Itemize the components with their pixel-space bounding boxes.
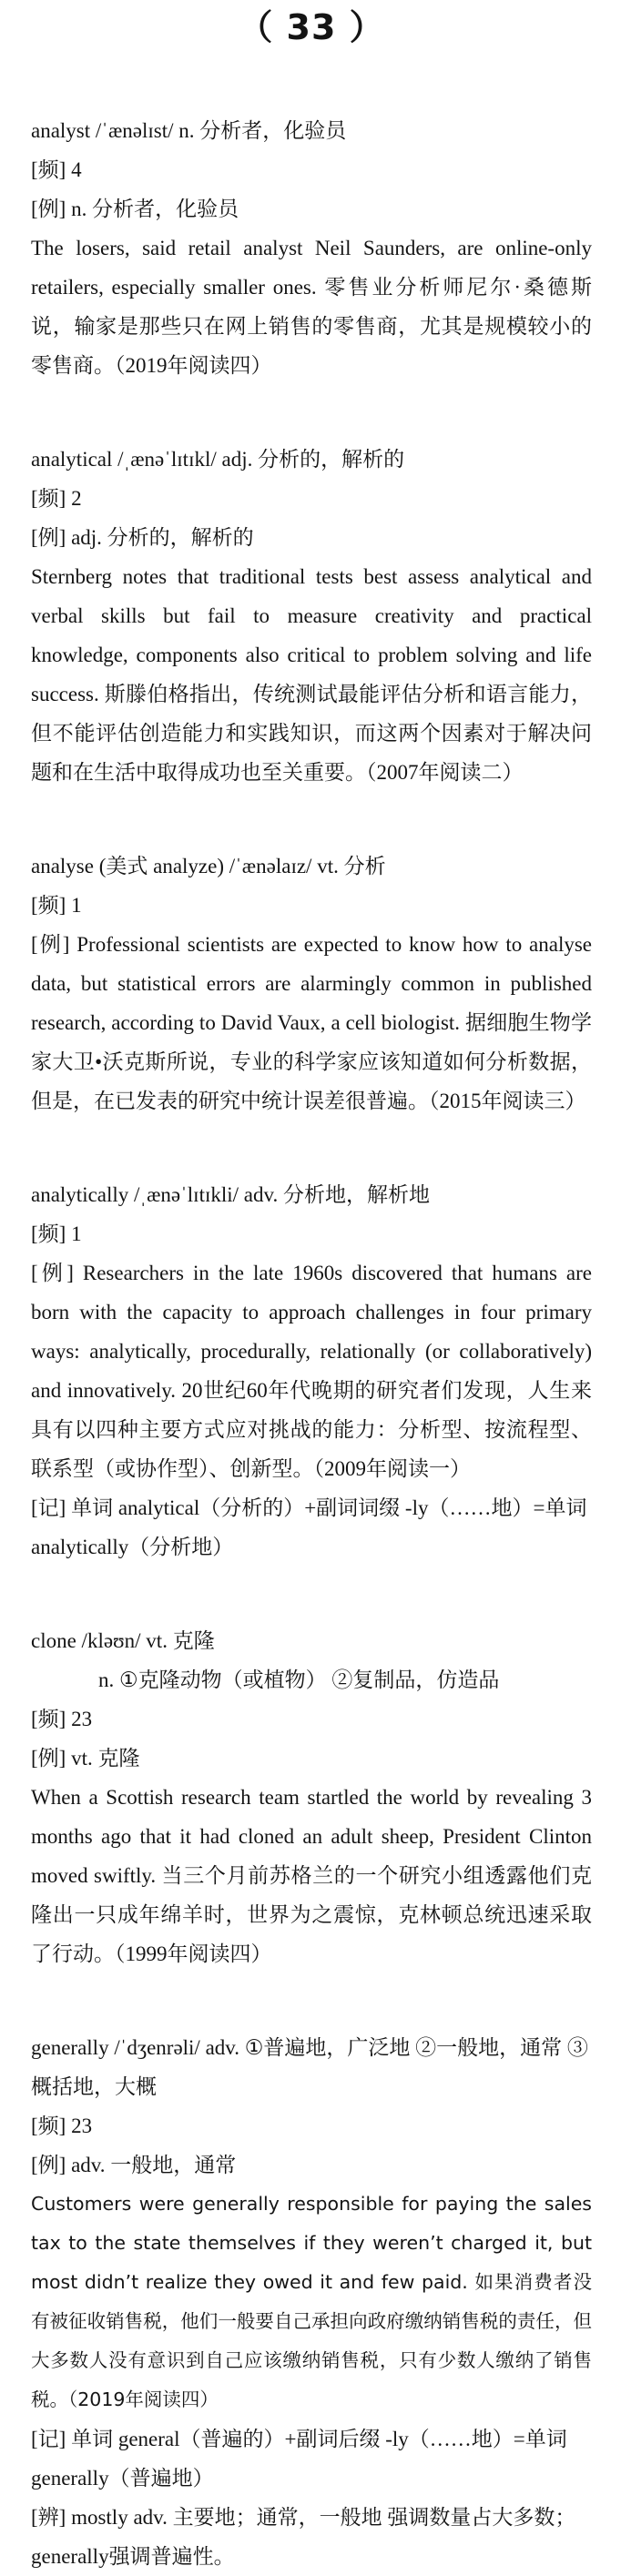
frequency: [频] 1 — [31, 894, 82, 917]
entry-clone — [31, 1621, 592, 1973]
frequency: [频] 1 — [31, 1222, 82, 1245]
frequency: [频] 2 — [31, 487, 82, 510]
sub-definition: n. ①克隆动物（或植物） ②复制品，仿造品 — [98, 1668, 500, 1691]
example-text: [例] Professional scientists are expected to know how to analyse data, but statistical errors are alarmingly common in published research, according to David Vaux, a cell biologist. 据细胞生物学家大卫•沃克斯所说，专业的科学家应该知道如何分析数据，但是，在已发表的研究中统计误差很普遍。（2015年阅读三） — [31, 933, 592, 1112]
example-label: [例] vt. 克隆 — [31, 1747, 140, 1770]
headword: analytical /ˌænəˈlɪtɪkl/ adj. 分析的，解析的 — [31, 448, 405, 471]
example-text: Customers were generally responsible for paying the sales tax to the state themselves if they weren’t charged it, but most didn’t realize they owed it and few paid. 如果消费者没有被征收销售税，他们一般要自己承担向政府缴纳销售税的责任，但大多数人没有意识到自己应该缴纳销售税，只有少数人缴纳了销售税。（2019年阅读四） — [31, 2193, 592, 2410]
entry-analyst — [31, 111, 592, 385]
headword: analytically /ˌænəˈlɪtɪkli/ adv. 分析地，解析地 — [31, 1183, 430, 1206]
memory-note: [记] 单词 analytical（分析的）+副词词缀 -ly（……地）=单词 analytically（分析地） — [31, 1496, 587, 1558]
example-label: [例] n. 分析者，化验员 — [31, 198, 239, 220]
frequency: [频] 23 — [31, 1708, 93, 1730]
page-number: （ 33 ） — [238, 7, 385, 47]
example-text: Sternberg notes that traditional tests best assess analytical and verbal skills but fail to measure creativity and practical knowledge, components also critical to problem solving and life success. 斯滕伯格指出，传统测试最能评估分析和语言能力，但不能评估创造能力和实践知识，而这两个因素对于解决问题和在生活中取得成功也至关重要。（2007年阅读二） — [31, 565, 592, 784]
headword: generally /ˈdʒenrəli/ adv. ①普遍地，广泛地 ②一般地，通常 ③概括地，大概 — [31, 2036, 588, 2098]
frequency: [频] 4 — [31, 158, 82, 181]
example-label: [例] adj. 分析的，解析的 — [31, 526, 254, 549]
memory-note: [记] 单词 general（普遍的）+副词后缀 -ly（……地）=单词 generally（普遍地） — [31, 2428, 567, 2490]
example-text: The losers, said retail analyst Neil Saunders, are online-only retailers, especially smaller ones. 零售业分析师尼尔·桑德斯说，输家是那些只在网上销售的零售商，尤其是规模较小的零售商。（2019年阅读四） — [31, 237, 592, 377]
entry-analyse — [31, 847, 592, 1121]
entry-analytical — [31, 440, 592, 792]
example-text: When a Scottish research team startled the world by revealing 3 months ago that it had cloned an adult sheep, President Clinton moved swiftly. 当三个月前苏格兰的一个研究小组透露他们克隆出一只成年绵羊时，世界为之震惊，克林顿总统迅速采取了行动。（1999年阅读四） — [31, 1786, 592, 1965]
distinguish-note: [辨] mostly adv. 主要地；通常，一般地 强调数量占大多数；generally强调普遍性。 — [31, 2506, 576, 2568]
headword: analyst /ˈænəlɪst/ n. 分析者，化验员 — [31, 119, 347, 142]
example-text: [例] Researchers in the late 1960s discovered that humans are born with the capacity to approach challenges in four primary ways: analytically, procedurally, relationally (or collaboratively) and innovatively. 20世纪60年代晚期的研究者们发现，人生来具有以四种主要方式应对挑战的能力：分析型、按流程型、联系型（或协作型）、创新型。（2009年阅读一） — [31, 1262, 592, 1480]
headword: analyse (美式 analyze) /ˈænəlaɪz/ vt. 分析 — [31, 855, 386, 877]
entry-generally — [31, 2028, 592, 2576]
example-label: [例] adv. 一般地，通常 — [31, 2154, 237, 2176]
headword: clone /kləʊn/ vt. 克隆 — [31, 1629, 215, 1652]
entry-analytically — [31, 1175, 592, 1567]
frequency: [频] 23 — [31, 2115, 93, 2137]
